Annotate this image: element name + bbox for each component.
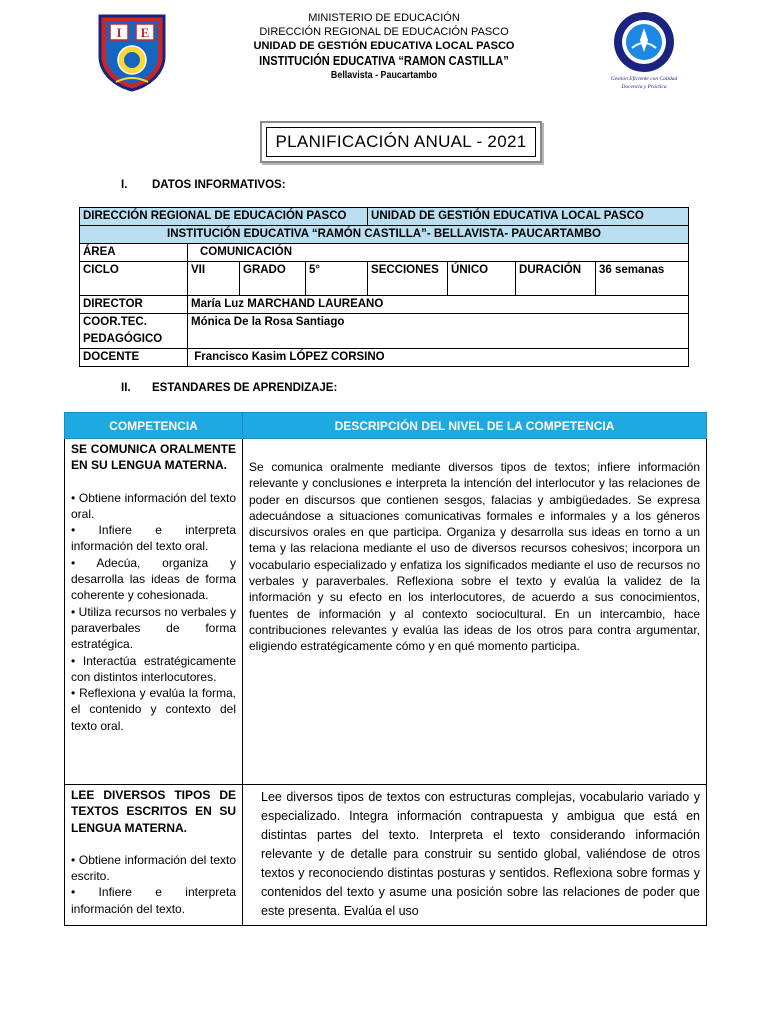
competencias-table xyxy=(64,412,707,926)
ugel-cell: UNIDAD DE GESTIÓN EDUCATIVA LOCAL PASCO xyxy=(368,208,689,226)
grado-label: GRADO xyxy=(240,262,306,296)
descripcion-header: DESCRIPCIÓN DEL NIVEL DE LA COMPETENCIA xyxy=(243,413,707,439)
institution-seal-logo xyxy=(604,10,684,92)
descripcion-cell: Lee diversos tipos de textos con estructuras complejas, vocabulario variado y especializado. Integra información contrapuesta y ambigua que está en distintas partes del texto. Interpreta el texto considerando información relevante y de detalle para construir su sentido global, valiéndose de otros textos y reconociendo distintas posturas y sentidos. Reflexiona sobre formas y contenidos del texto y asume una posición sobre las relaciones de poder que este presenta. Evalúa el uso xyxy=(243,785,707,926)
director-label: DIRECTOR xyxy=(80,296,188,314)
competencia-cell xyxy=(65,785,243,926)
list-item: • Obtiene información del texto escrito. xyxy=(71,852,236,884)
section-1-label: DATOS INFORMATIVOS: xyxy=(152,179,286,191)
dre-line: DIRECCIÓN REGIONAL DE EDUCACIÓN PASCO xyxy=(259,26,509,38)
crest-letter-i: I xyxy=(116,25,122,40)
datos-informativos-table xyxy=(79,207,689,367)
institution-cell: INSTITUCIÓN EDUCATIVA “RAMÓN CASTILLA”- BELLAVISTA- PAUCARTAMBO xyxy=(80,226,689,244)
location-line: Bellavista - Paucartambo xyxy=(330,69,438,81)
docente-value: Francisco Kasim LÓPEZ CORSINO xyxy=(188,349,689,367)
coordinador-label xyxy=(80,314,188,349)
institution-line: INSTITUCIÓN EDUCATIVA “RAMON CASTILLA” xyxy=(259,53,509,68)
coordinador-value: Mónica De la Rosa Santiago xyxy=(188,314,689,349)
dre-cell: DIRECCIÓN REGIONAL DE EDUCACIÓN PASCO xyxy=(80,208,368,226)
secciones-label: SECCIONES xyxy=(368,262,448,296)
header-block xyxy=(150,12,618,82)
competencia-header: COMPETENCIA xyxy=(65,413,243,439)
section-1-number: I. xyxy=(121,179,128,191)
list-item: • Infiere e interpreta información del texto oral. xyxy=(71,523,236,554)
ugel-line: UNIDAD DE GESTIÓN EDUCATIVA LOCAL PASCO xyxy=(253,40,515,52)
competencia-cell xyxy=(65,439,243,785)
table-row xyxy=(65,439,707,785)
duracion-value: 36 semanas xyxy=(596,262,689,296)
ciclo-label: CICLO xyxy=(80,262,188,296)
docente-label: DOCENTE xyxy=(80,349,188,367)
list-item: • Infiere e interpreta información del texto. xyxy=(71,885,236,916)
coordinador-label-line1: COOR.TEC. xyxy=(83,316,147,328)
competencia-title: SE COMUNICA ORALMENTE EN SU LENGUA MATERNA. xyxy=(71,442,236,473)
list-item: • Obtiene información del texto oral. xyxy=(71,490,236,521)
section-2-label: ESTANDARES DE APRENDIZAJE: xyxy=(152,382,338,394)
seal-caption-1: Gestión Eficiente con Calidad xyxy=(610,76,678,82)
crest-letter-e: E xyxy=(140,25,150,40)
area-label: ÁREA xyxy=(80,244,188,262)
list-item: • Utiliza recursos no verbales y paraverbales de forma estratégica. xyxy=(71,604,236,652)
descripcion-cell: Se comunica oralmente mediante diversos tipos de textos; infiere información relevante y conclusiones e interpreta la intención del interlocutor y las relaciones de poder en discursos que contienen sesgos, falacias y ambigüedades. Se expresa adecuándose a situaciones comunicativas formales e informales y a los géneros discursivos orales en que participa. Organiza y desarrolla sus ideas en torno a un tema y las relaciona mediante el uso de diversos recursos cohesivos; incorpora un vocabulario especializado y enfatiza los significados mediante el uso de recursos no verbales y paraverbales. Reflexiona sobre el texto y evalúa la validez de la información y su efecto en los interlocutores, de acuerdo a sus conocimientos, fuentes de información y al contexto sociocultural. En un intercambio, hace contribuciones relevantes y evalúa las ideas de los otros para contra argumentar, eligiendo estratégicamente cómo y en qué momento participa. xyxy=(243,439,707,785)
director-value: María Luz MARCHAND LAUREANO xyxy=(188,296,689,314)
list-item: • Reflexiona y evalúa la forma, el contenido y contexto del texto oral. xyxy=(71,686,236,733)
grado-value: 5° xyxy=(306,262,368,296)
document-title-box xyxy=(260,121,542,163)
coordinador-label-line2: PEDAGÓGICO xyxy=(83,333,163,345)
competencia-title: LEE DIVERSOS TIPOS DE TEXTOS ESCRITOS EN SU LENGUA MATERNA. xyxy=(71,788,236,835)
ministry-line: MINISTERIO DE EDUCACIÓN xyxy=(308,12,460,24)
document-title: PLANIFICACIÓN ANUAL - 2021 xyxy=(266,127,536,157)
ciclo-value: VII xyxy=(188,262,240,296)
section-2-number: II. xyxy=(121,382,131,394)
list-item: • Interactúa estratégicamente con distintos interlocutores. xyxy=(71,653,236,684)
secciones-value: ÚNICO xyxy=(448,262,516,296)
table-row xyxy=(65,785,707,926)
seal-caption-2: Docencia y Práctica xyxy=(621,84,667,90)
list-item: • Adecúa, organiza y desarrolla las ideas de forma coherente y cohesionada. xyxy=(71,555,236,603)
duracion-label: DURACIÓN xyxy=(516,262,596,296)
area-value: COMUNICACIÓN xyxy=(188,244,689,262)
